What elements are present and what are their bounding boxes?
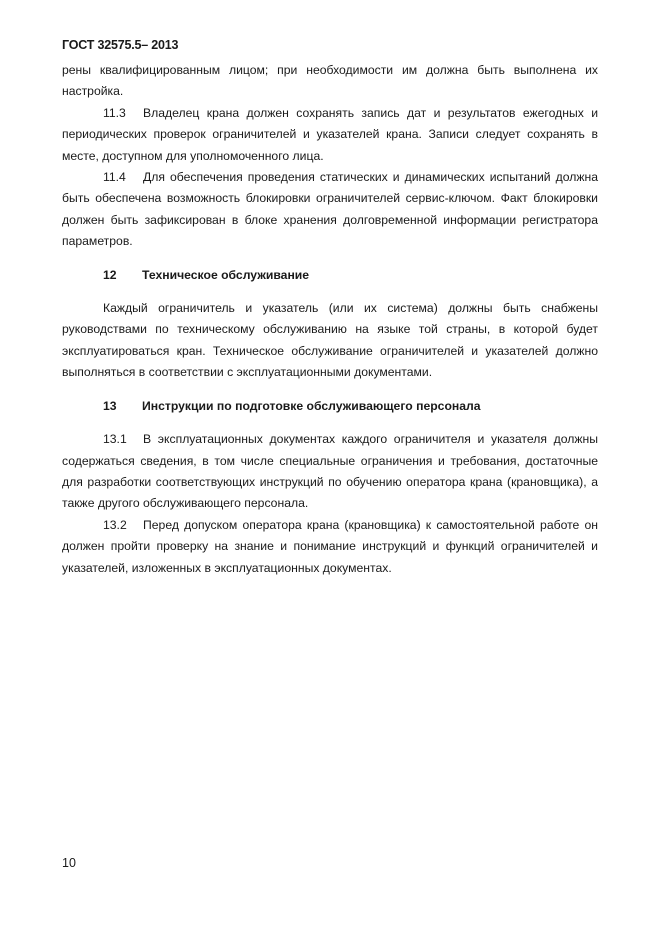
clause-11-3 — [62, 103, 598, 167]
section-number: 13 — [103, 398, 117, 413]
section-heading-13 — [62, 396, 598, 417]
document-body — [62, 60, 598, 579]
section-title: Инструкции по подготовке обслуживающего персонала — [142, 398, 481, 413]
section-title: Техническое обслуживание — [142, 267, 310, 282]
section-number: 12 — [103, 267, 117, 282]
clause-text: Для обеспечения проведения статических и динамических испытаний должна быть обеспечена возможность блокировки ограничителей сервис-ключом. Факт блокировки должен быть зафиксирован в блоке хранения долговременной информации регистратора параметров. — [62, 170, 598, 249]
clause-13-1 — [62, 429, 598, 515]
clause-11-4 — [62, 167, 598, 253]
clause-number: 11.4 — [103, 170, 126, 185]
document-header: ГОСТ 32575.5– 2013 — [62, 38, 179, 52]
clause-number: 13.1 — [103, 432, 127, 447]
section-12-text: Каждый ограничитель и указатель (или их система) должны быть снабжены руководствами по техническому обслуживанию на языке той страны, в которой будет эксплуатироваться кран. Техническое обслуживание ограничителей и указателей должно выполняться в соответствии с эксплуатационными документами. — [62, 301, 598, 380]
clause-text: Владелец крана должен сохранять запись дат и результатов ежегодных и периодических проверок ограничителей и указателей крана. Записи следует сохранять в месте, доступном для уполномоченного лица. — [62, 105, 598, 163]
clause-13-2 — [62, 515, 598, 579]
paragraph-continuation: рены квалифицированным лицом; при необходимости им должна быть выполнена их настройка. — [62, 63, 598, 99]
clause-text: Перед допуском оператора крана (крановщика) к самостоятельной работе он должен пройти проверку на знание и понимание инструкций и функций ограничителей и указателей, изложенных в эксплуатационных документах. — [62, 517, 598, 575]
clause-number: 11.3 — [103, 105, 126, 120]
section-heading-12 — [62, 265, 598, 286]
clause-text: В эксплуатационных документах каждого ограничителя и указателя должны содержаться сведения, в том числе специальные ограничения и требования, достаточные для разработки соответствующих инструкций по обучению оператора крана (крановщика), а также другого обслуживающего персонала. — [62, 432, 598, 511]
clause-number: 13.2 — [103, 517, 127, 532]
page-number: 10 — [62, 856, 76, 870]
